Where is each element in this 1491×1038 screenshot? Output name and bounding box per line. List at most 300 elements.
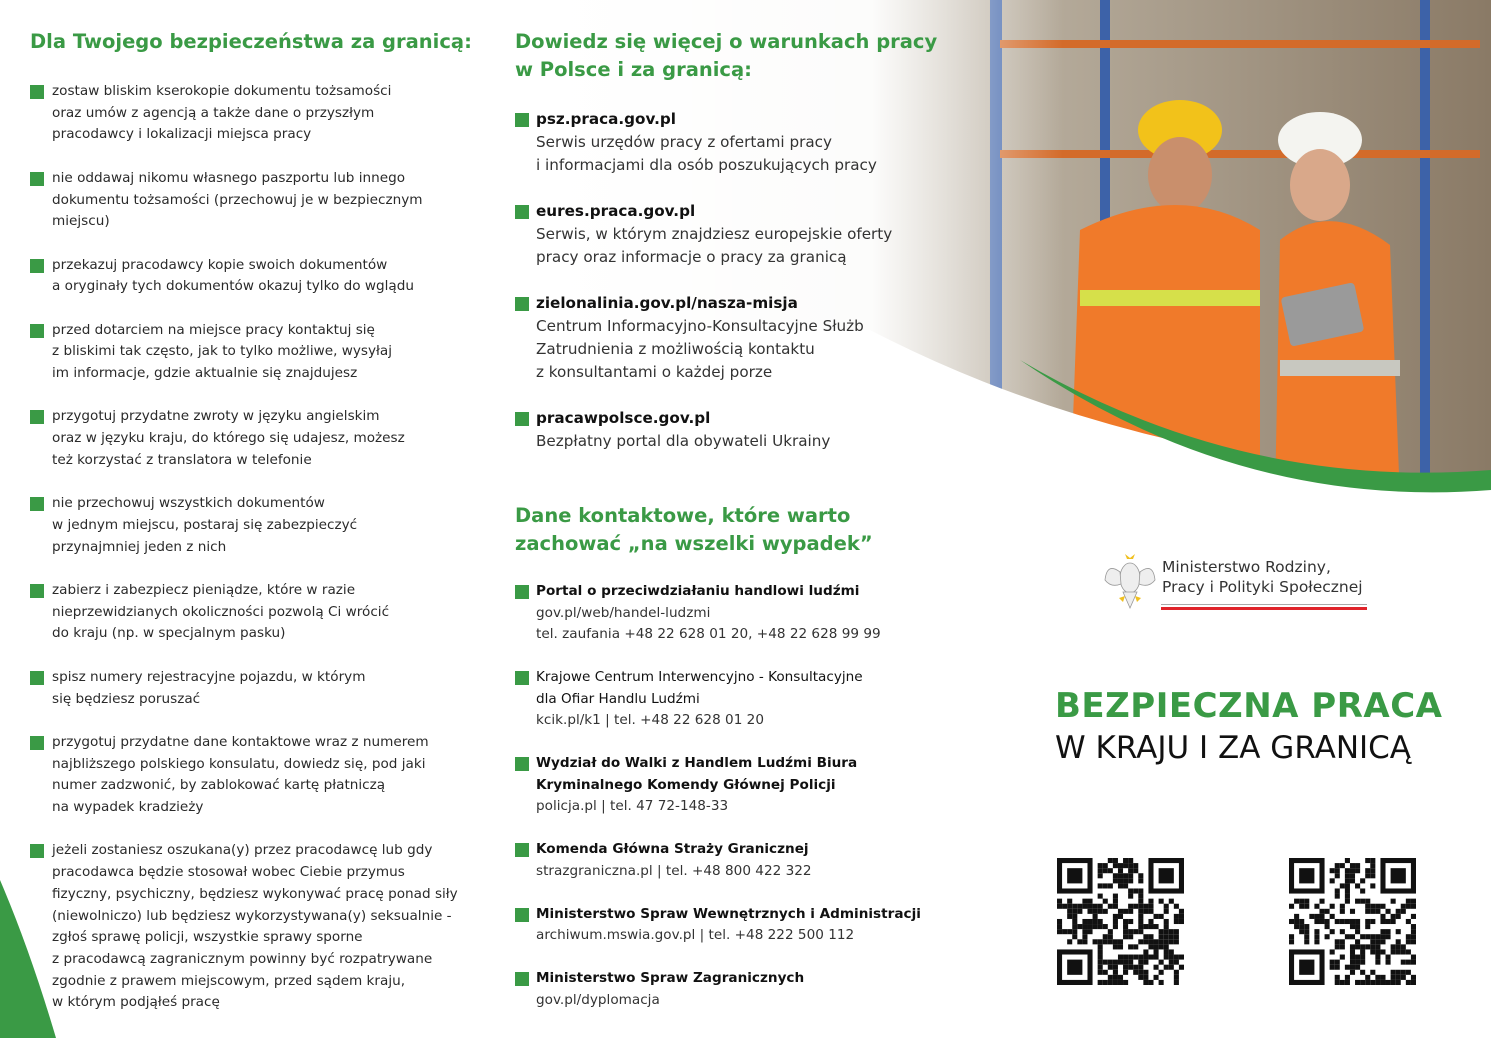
qr-module — [1154, 944, 1159, 949]
qr-module — [1087, 909, 1092, 914]
qr-module — [1143, 960, 1148, 965]
qr-module — [1370, 944, 1375, 949]
qr-module — [1330, 949, 1335, 954]
qr-module — [1406, 949, 1411, 954]
qr-module — [1098, 970, 1103, 975]
qr-module — [1148, 919, 1153, 924]
qr-module — [1118, 975, 1123, 980]
qr-module — [1345, 965, 1350, 970]
qr-module — [1118, 878, 1123, 883]
qr-module — [1340, 944, 1345, 949]
qr-module — [1386, 909, 1391, 914]
website-description: i informacjami dla osób poszukujących pracy — [536, 156, 877, 174]
qr-module — [1391, 980, 1396, 985]
qr-module — [1304, 939, 1309, 944]
contact-details: policja.pl | tel. 47 72-148-33 — [536, 798, 729, 814]
qr-module — [1118, 944, 1123, 949]
qr-module — [1169, 949, 1174, 954]
qr-module — [1396, 975, 1401, 980]
website-item — [515, 108, 935, 177]
qr-module — [1335, 919, 1340, 924]
qr-module — [1365, 924, 1370, 929]
qr-module — [1335, 975, 1340, 980]
heading-line: w Polsce i za granicą: — [515, 58, 752, 81]
qr-module — [1164, 904, 1169, 909]
qr-module — [1396, 944, 1401, 949]
qr-module — [1370, 939, 1375, 944]
bullet-square — [515, 113, 529, 127]
bullet-square — [30, 85, 44, 99]
safety-heading: Dla Twojego bezpieczeństwa za granicą: — [30, 30, 472, 53]
qr-module — [1123, 980, 1128, 985]
qr-module — [1169, 934, 1174, 939]
qr-module — [1123, 924, 1128, 929]
list-item — [30, 168, 460, 233]
qr-module — [1148, 939, 1153, 944]
qr-module — [1365, 899, 1370, 904]
qr-module — [1380, 929, 1385, 934]
qr-module — [1391, 919, 1396, 924]
qr-module — [1174, 939, 1179, 944]
qr-module — [1133, 904, 1138, 909]
qr-module — [1370, 949, 1375, 954]
qr-module — [1077, 904, 1082, 909]
qr-module — [1072, 904, 1077, 909]
qr-module — [1299, 929, 1304, 934]
qr-module — [1113, 970, 1118, 975]
qr-module — [1350, 955, 1355, 960]
qr-module — [1113, 858, 1118, 863]
qr-module — [1289, 934, 1294, 939]
qr-module — [1411, 899, 1416, 904]
qr-module — [1159, 914, 1164, 919]
qr-module — [1411, 980, 1416, 985]
qr-module — [1330, 965, 1335, 970]
qr-module — [1143, 939, 1148, 944]
bullet-square — [30, 671, 44, 685]
qr-module — [1345, 899, 1350, 904]
contact-details: tel. zaufania +48 22 628 01 20, +48 22 628 99 99 — [536, 626, 881, 642]
list-item — [30, 732, 460, 819]
qr-module — [1138, 914, 1143, 919]
website-item — [515, 407, 935, 453]
qr-module — [1335, 888, 1340, 893]
qr-module — [1340, 980, 1345, 985]
qr-module — [1138, 894, 1143, 899]
bullet-square — [515, 412, 529, 426]
qr-module — [1103, 970, 1108, 975]
safety-tips-list — [30, 81, 460, 1036]
leaflet-title: BEZPIECZNA PRACA — [1055, 686, 1443, 726]
tip-text-line: fizyczny, psychiczny, będziesz wykonywać pracę ponad siły — [52, 885, 458, 902]
qr-module — [1340, 929, 1345, 934]
tip-text-line: przed dotarciem na miejsce pracy kontaktuj się — [52, 321, 375, 338]
qr-module — [1386, 955, 1391, 960]
qr-module — [1093, 924, 1098, 929]
bullet-square — [30, 736, 44, 750]
qr-module — [1396, 909, 1401, 914]
qr-module — [1350, 868, 1355, 873]
qr-module — [1113, 873, 1118, 878]
qr-module — [1345, 919, 1350, 924]
websites-list — [515, 108, 935, 476]
qr-module — [1098, 949, 1103, 954]
ministry-line: Pracy i Polityki Społecznej — [1162, 578, 1363, 596]
qr-module — [1179, 919, 1184, 924]
heading-line: Dowiedz się więcej o warunkach pracy — [515, 30, 938, 53]
qr-module — [1355, 924, 1360, 929]
website-link[interactable]: zielonalinia.gov.pl/nasza-misja — [536, 294, 798, 312]
qr-module — [1330, 868, 1335, 873]
qr-module — [1138, 904, 1143, 909]
qr-module — [1345, 883, 1350, 888]
qr-module — [1118, 980, 1123, 985]
qr-module — [1319, 919, 1324, 924]
qr-module — [1113, 960, 1118, 965]
qr-module — [1335, 965, 1340, 970]
contacts-list — [515, 581, 935, 1033]
qr-module — [1082, 939, 1087, 944]
website-description: Centrum Informacyjno-Konsultacyjne Służb — [536, 317, 864, 335]
qr-module — [1411, 929, 1416, 934]
qr-module — [1314, 929, 1319, 934]
qr-module — [1143, 955, 1148, 960]
qr-module — [1164, 929, 1169, 934]
contact-item — [515, 753, 935, 818]
contact-name: Wydział do Walki z Handlem Ludźmi Biura — [536, 755, 858, 771]
qr-module — [1098, 868, 1103, 873]
tip-text-line: przygotuj przydatne dane kontaktowe wraz z numerem — [52, 733, 429, 750]
qr-module — [1098, 873, 1103, 878]
bullet-square — [515, 671, 529, 685]
tip-text-line: nie oddawaj nikomu własnego paszportu lub innego — [52, 169, 406, 186]
qr-module — [1154, 975, 1159, 980]
qr-module — [1406, 980, 1411, 985]
qr-module — [1098, 944, 1103, 949]
qr-module — [1128, 888, 1133, 893]
qr-module — [1148, 904, 1153, 909]
qr-module — [1103, 899, 1108, 904]
qr-module — [1169, 960, 1174, 965]
website-description: Bezpłatny portal dla obywateli Ukrainy — [536, 432, 831, 450]
list-item — [30, 493, 460, 558]
qr-module — [1128, 873, 1133, 878]
qr-module — [1128, 960, 1133, 965]
contact-name: Ministerstwo Spraw Wewnętrznych i Administracji — [536, 905, 921, 922]
contact-details: gov.pl/dyplomacja — [536, 991, 660, 1008]
qr-module — [1370, 873, 1375, 878]
qr-module — [1113, 975, 1118, 980]
qr-module — [1082, 934, 1087, 939]
qr-module — [1067, 899, 1072, 904]
qr-module — [1370, 919, 1375, 924]
tip-text-line: z bliskimi tak często, jak to tylko możliwe, wysyłaj — [52, 343, 392, 360]
contact-details: archiwum.mswia.gov.pl | tel. +48 222 500 112 — [536, 927, 855, 943]
qr-module — [1138, 899, 1143, 904]
tip-text-line: najbliższego polskiego konsulatu, dowiedz się, pod jaki — [52, 755, 426, 772]
qr-module — [1148, 955, 1153, 960]
qr-module — [1057, 924, 1062, 929]
qr-module — [1098, 924, 1103, 929]
qr-module — [1098, 919, 1103, 924]
qr-module — [1375, 980, 1380, 985]
qr-module — [1360, 888, 1365, 893]
qr-module — [1340, 909, 1345, 914]
qr-module — [1128, 868, 1133, 873]
qr-module — [1123, 883, 1128, 888]
qr-module — [1299, 904, 1304, 909]
qr-module — [1143, 980, 1148, 985]
qr-module — [1406, 934, 1411, 939]
qr-module — [1164, 924, 1169, 929]
qr-module — [1113, 904, 1118, 909]
qr-module — [1113, 919, 1118, 924]
tip-text-line: pracodawcy i lokalizacji miejsca pracy — [52, 126, 312, 143]
qr-module — [1325, 909, 1330, 914]
qr-module — [1082, 929, 1087, 934]
qr-module — [1123, 863, 1128, 868]
leaflet-subtitle: W KRAJU I ZA GRANICĄ — [1055, 730, 1412, 766]
qr-module — [1108, 965, 1113, 970]
qr-module — [1128, 929, 1133, 934]
qr-module — [1174, 975, 1179, 980]
tip-text-line: zgłoś sprawę policji, wszystkie sprawy sporne — [52, 929, 363, 946]
qr-module — [1093, 909, 1098, 914]
qr-module — [1169, 899, 1174, 904]
website-description: Serwis, w którym znajdziesz europejskie oferty — [536, 225, 893, 243]
qr-module — [1118, 909, 1123, 914]
bullet-square — [30, 497, 44, 511]
qr-module — [1401, 960, 1406, 965]
qr-module — [1067, 929, 1072, 934]
qr-module — [1411, 914, 1416, 919]
qr-module — [1370, 863, 1375, 868]
qr-module — [1304, 904, 1309, 909]
qr-module — [1159, 929, 1164, 934]
ministry-name — [1162, 557, 1363, 597]
qr-module — [1159, 939, 1164, 944]
bullet-square — [515, 585, 529, 599]
red-stripe — [1161, 607, 1367, 610]
qr-module — [1138, 888, 1143, 893]
qr-module — [1375, 949, 1380, 954]
qr-module — [1330, 960, 1335, 965]
qr-module — [1174, 934, 1179, 939]
qr-module — [1138, 873, 1143, 878]
qr-module — [1380, 980, 1385, 985]
qr-module — [1098, 909, 1103, 914]
qr-module — [1103, 868, 1108, 873]
qr-module — [1143, 904, 1148, 909]
qr-module — [1355, 863, 1360, 868]
qr-module — [1082, 919, 1087, 924]
qr-code[interactable] — [1057, 858, 1184, 985]
qr-module — [1345, 878, 1350, 883]
qr-module — [1077, 909, 1082, 914]
qr-module — [1345, 873, 1350, 878]
qr-module — [1355, 929, 1360, 934]
qr-module — [1174, 914, 1179, 919]
bullet-square — [30, 172, 44, 186]
tip-text-line: spisz numery rejestracyjne pojazdu, w którym — [52, 668, 366, 685]
qr-module — [1133, 970, 1138, 975]
qr-module — [1375, 975, 1380, 980]
qr-module — [1143, 975, 1148, 980]
qr-module — [1108, 939, 1113, 944]
qr-module — [1319, 909, 1324, 914]
qr-module — [1133, 944, 1138, 949]
qr-module — [1148, 899, 1153, 904]
qr-module — [1406, 960, 1411, 965]
qr-module — [1396, 980, 1401, 985]
qr-module — [1391, 899, 1396, 904]
qr-module — [1113, 914, 1118, 919]
qr-module — [1365, 934, 1370, 939]
qr-module — [1103, 934, 1108, 939]
qr-module — [1411, 975, 1416, 980]
tip-text-line: w jednym miejscu, postaraj się zabezpieczyć — [52, 516, 358, 533]
qr-module — [1375, 939, 1380, 944]
qr-module — [1179, 955, 1184, 960]
qr-module — [1082, 904, 1087, 909]
qr-module — [1370, 970, 1375, 975]
qr-module — [1154, 955, 1159, 960]
qr-module — [1365, 980, 1370, 985]
qr-module — [1098, 980, 1103, 985]
qr-module — [1072, 929, 1077, 934]
tip-text-line: przekazuj pracodawcy kopie swoich dokumentów — [52, 256, 388, 273]
qr-code[interactable] — [1289, 858, 1416, 985]
qr-module — [1350, 934, 1355, 939]
qr-module — [1365, 873, 1370, 878]
qr-module — [1174, 919, 1179, 924]
qr-module — [1072, 909, 1077, 914]
qr-module — [1401, 904, 1406, 909]
qr-module — [1174, 980, 1179, 985]
tip-text-line: numer zadzwonić, by zablokować kartę płatniczą — [52, 777, 386, 794]
qr-module — [1123, 929, 1128, 934]
qr-module — [1133, 888, 1138, 893]
qr-module — [1164, 909, 1169, 914]
qr-module — [1169, 939, 1174, 944]
qr-module — [1123, 934, 1128, 939]
qr-module — [1294, 899, 1299, 904]
qr-module — [1386, 960, 1391, 965]
tip-text-line: do kraju (np. w specjalnym pasku) — [52, 625, 286, 642]
qr-module — [1335, 980, 1340, 985]
qr-module — [1375, 944, 1380, 949]
qr-module — [1113, 939, 1118, 944]
qr-module — [1370, 868, 1375, 873]
bullet-square — [515, 843, 529, 857]
qr-module — [1350, 909, 1355, 914]
tip-text-line: pracodawca będzie stosował wobec Ciebie przymus — [52, 864, 405, 881]
qr-module — [1103, 863, 1108, 868]
website-item — [515, 200, 935, 269]
qr-module — [1350, 949, 1355, 954]
qr-module — [1360, 934, 1365, 939]
qr-module — [1380, 919, 1385, 924]
qr-module — [1057, 904, 1062, 909]
qr-module — [1391, 975, 1396, 980]
qr-module — [1108, 934, 1113, 939]
qr-module — [1164, 919, 1169, 924]
qr-module — [1093, 919, 1098, 924]
qr-module — [1299, 919, 1304, 924]
qr-module — [1123, 878, 1128, 883]
qr-module — [1391, 914, 1396, 919]
qr-module — [1067, 904, 1072, 909]
qr-module — [1143, 949, 1148, 954]
contact-name: Komenda Główna Straży Granicznej — [536, 841, 809, 857]
qr-module — [1350, 878, 1355, 883]
qr-module — [1386, 929, 1391, 934]
contact-item — [515, 667, 935, 732]
qr-module — [1355, 883, 1360, 888]
qr-module — [1411, 924, 1416, 929]
qr-module — [1396, 939, 1401, 944]
qr-module — [1082, 899, 1087, 904]
qr-module — [1108, 975, 1113, 980]
qr-module — [1325, 924, 1330, 929]
bullet-square — [515, 908, 529, 922]
qr-module — [1118, 960, 1123, 965]
qr-module — [1365, 904, 1370, 909]
qr-module — [1087, 919, 1092, 924]
qr-module — [1169, 965, 1174, 970]
qr-module — [1164, 944, 1169, 949]
website-link[interactable]: psz.praca.gov.pl — [536, 110, 676, 128]
qr-module — [1314, 919, 1319, 924]
tip-text-line: jeżeli zostaniesz oszukana(y) przez pracodawcę lub gdy — [52, 842, 433, 859]
qr-module — [1148, 944, 1153, 949]
qr-module — [1159, 970, 1164, 975]
divider — [1161, 604, 1367, 605]
qr-module — [1304, 899, 1309, 904]
tip-text-line: im informacje, gdzie aktualnie się znajdujesz — [52, 365, 358, 382]
qr-module — [1370, 980, 1375, 985]
qr-module — [1138, 929, 1143, 934]
website-link[interactable]: eures.praca.gov.pl — [536, 202, 696, 220]
qr-module — [1335, 863, 1340, 868]
qr-module — [1133, 929, 1138, 934]
qr-module — [1299, 924, 1304, 929]
qr-module — [1179, 909, 1184, 914]
qr-module — [1128, 894, 1133, 899]
qr-module — [1118, 955, 1123, 960]
qr-module — [1072, 914, 1077, 919]
qr-module — [1108, 960, 1113, 965]
qr-module — [1396, 949, 1401, 954]
qr-module — [1098, 960, 1103, 965]
qr-module — [1148, 980, 1153, 985]
qr-module — [1360, 980, 1365, 985]
qr-module — [1335, 894, 1340, 899]
qr-module — [1401, 949, 1406, 954]
website-description: z konsultantami o każdej porze — [536, 363, 773, 381]
website-link[interactable]: pracawpolsce.gov.pl — [536, 409, 711, 427]
qr-module — [1103, 960, 1108, 965]
tip-text-line: zostaw bliskim kserokopie dokumentu tożsamości — [52, 83, 392, 99]
qr-module — [1118, 863, 1123, 868]
qr-module — [1128, 934, 1133, 939]
tip-text-line: miejscu) — [52, 213, 110, 230]
qr-module — [1113, 924, 1118, 929]
qr-module — [1113, 863, 1118, 868]
heading-line: Dane kontaktowe, które warto — [515, 504, 851, 527]
qr-module — [1360, 949, 1365, 954]
qr-module — [1108, 858, 1113, 863]
